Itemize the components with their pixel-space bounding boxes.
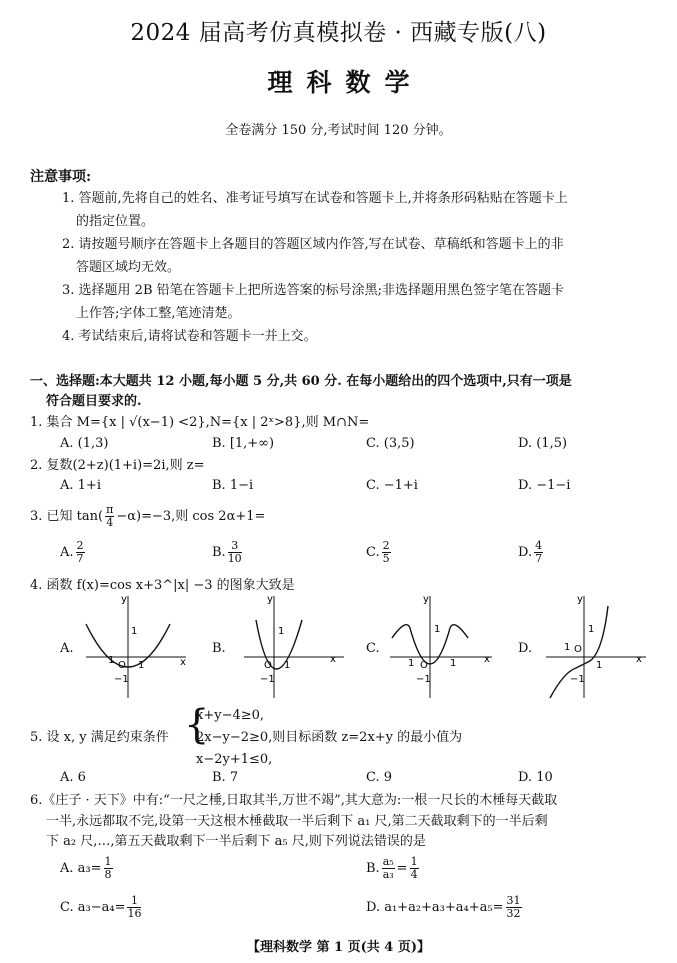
q2-option-b: B. 1−i	[212, 478, 254, 493]
notice-heading: 注意事项:	[30, 169, 92, 185]
svg-text:1: 1	[108, 655, 115, 666]
q4-graph-b	[240, 590, 348, 700]
svg-text:O: O	[264, 660, 272, 671]
q5-option-d: D. 10	[518, 770, 553, 785]
q4-option-a-label: A.	[60, 641, 74, 656]
pi-over-4-fraction: $\frac{\pi}{4}$	[106, 503, 114, 529]
svg-text:x: x	[636, 654, 642, 665]
svg-text:−1: −1	[260, 674, 275, 685]
question-5-stem: 5. 设 x, y 满足约束条件	[30, 730, 169, 745]
svg-text:y: y	[423, 594, 429, 605]
svg-text:x: x	[180, 657, 186, 668]
q3-option-b: B. $\frac{3}{10}$	[212, 539, 242, 565]
q2-option-c: C. −1+i	[366, 478, 418, 493]
q1-option-b: B. [1,+∞)	[212, 436, 275, 451]
q3-option-a: A. $\frac{2}{7}$	[60, 539, 84, 565]
exam-title: 2024 届高考仿真模拟卷 · 西藏专版(八)	[130, 20, 547, 46]
svg-text:x: x	[330, 654, 336, 665]
svg-text:1: 1	[138, 660, 145, 671]
section-heading-cont: 符合题目要求的.	[46, 394, 142, 409]
q5-option-c: C. 9	[366, 770, 393, 785]
q4-graph-a	[82, 590, 190, 700]
question-6-line-2: 一半,永远都取不完,设第一天这根木棰截取一半后剩下 a₁ 尺,第二天截取剩下的一半后剩	[46, 814, 548, 829]
section-heading: 一、选择题:本大题共 12 小题,每小题 5 分,共 60 分. 在每小题给出的四个选项中,只有一项是	[30, 374, 572, 389]
svg-text:−1: −1	[416, 674, 431, 685]
q5-option-b: B. 7	[212, 770, 239, 785]
q4-option-c-label: C.	[366, 641, 380, 656]
q1-option-a: A. (1,3)	[60, 436, 109, 451]
svg-text:1: 1	[434, 624, 441, 635]
q4-graph-d	[542, 590, 650, 700]
svg-text:1: 1	[284, 660, 291, 671]
svg-text:x: x	[484, 654, 490, 665]
q6-option-b: B. $\frac{\text{a₅}}{\text{a₃}}$ = $\frac{1}{4}$	[366, 855, 418, 881]
svg-text:1: 1	[596, 660, 603, 671]
notice-item-4: 4. 考试结束后,请将试卷和答题卡一并上交。	[62, 329, 317, 344]
q4-option-d-label: D.	[518, 641, 533, 656]
q6-option-c: C. a₃−a₄= $\frac{1}{16}$	[60, 894, 142, 920]
svg-text:1: 1	[588, 624, 595, 635]
question-6-line-3: 下 a₂ 尺,…,第五天截取剩下一半后剩下 a₅ 尺,则下列说法错误的是	[46, 834, 426, 849]
q4-option-b-label: B.	[212, 641, 226, 656]
notice-item-3-cont: 上作答;字体工整,笔迹清楚。	[76, 306, 241, 321]
svg-text:1: 1	[408, 658, 415, 669]
svg-text:O: O	[420, 660, 428, 671]
q6-option-d: D. a₁+a₂+a₃+a₄+a₅= $\frac{31}{32}$	[366, 894, 521, 920]
q5-constraint-1: x+y−4≥0,	[196, 708, 265, 723]
svg-text:y: y	[577, 594, 583, 605]
q3-option-c: C. $\frac{2}{5}$	[366, 539, 390, 565]
question-3-stem: 3. 已知 tan( $\frac{\pi}{4}$ −α)=−3,则 cos 2α+1=	[30, 503, 266, 529]
notice-item-2-cont: 答题区域均无效。	[76, 260, 181, 275]
q5-constraint-2: 2x−y−2≥0,则目标函数 z=2x+y 的最小值为	[196, 730, 463, 745]
q5-constraint-3: x−2y+1≤0,	[196, 752, 273, 767]
question-1-stem: 1. 集合 M={x | √(x−1) <2},N={x | 2ˣ>8},则 M∩N=	[30, 415, 370, 430]
svg-text:−1: −1	[114, 674, 129, 685]
q3-option-d: D. $\frac{4}{7}$	[518, 539, 543, 565]
svg-text:O: O	[574, 644, 582, 655]
svg-text:1: 1	[450, 658, 457, 669]
q5-option-a: A. 6	[60, 770, 86, 785]
q1-option-c: C. (3,5)	[366, 436, 415, 451]
exam-meta: 全卷满分 150 分,考试时间 120 分钟。	[225, 123, 452, 138]
svg-text:y: y	[121, 594, 127, 605]
svg-text:−1: −1	[570, 674, 585, 685]
svg-text:1: 1	[564, 642, 571, 653]
question-2-stem: 2. 复数(2+z)(1+i)=2i,则 z=	[30, 458, 205, 473]
page-footer: 【理科数学 第 1 页(共 4 页)】	[246, 940, 431, 955]
notice-item-1-cont: 的指定位置。	[76, 214, 155, 229]
q1-option-d: D. (1,5)	[518, 436, 568, 451]
q2-option-d: D. −1−i	[518, 478, 571, 493]
svg-text:1: 1	[131, 626, 138, 637]
subject-title: 理科数学	[267, 68, 424, 97]
notice-item-2: 2. 请按题号顺序在答题卡上各题目的答题区域内作答,写在试卷、草稿纸和答题卡上的非	[62, 237, 564, 252]
question-6-line-1: 6.《庄子 · 天下》中有:“一尺之棰,日取其半,万世不竭”,其大意为:一根一尺长的木棰每天截取	[30, 793, 558, 808]
svg-text:1: 1	[278, 626, 285, 637]
svg-text:O: O	[118, 660, 126, 671]
notice-item-1: 1. 答题前,先将自己的姓名、准考证号填写在试卷和答题卡上,并将条形码粘贴在答题卡上	[62, 191, 568, 206]
constraint-brace: {	[184, 702, 210, 748]
q6-option-a: A. a₃= $\frac{1}{8}$	[60, 855, 112, 881]
svg-text:y: y	[267, 594, 273, 605]
q2-option-a: A. 1+i	[60, 478, 101, 493]
notice-item-3: 3. 选择题用 2B 铅笔在答题卡上把所选答案的标号涂黑;非选择题用黑色签字笔在答题卡	[62, 283, 565, 298]
q4-graph-c	[386, 590, 494, 700]
question-4-stem: 4. 函数 f(x)=cos x+3^|x| −3 的图象大致是	[30, 578, 295, 593]
